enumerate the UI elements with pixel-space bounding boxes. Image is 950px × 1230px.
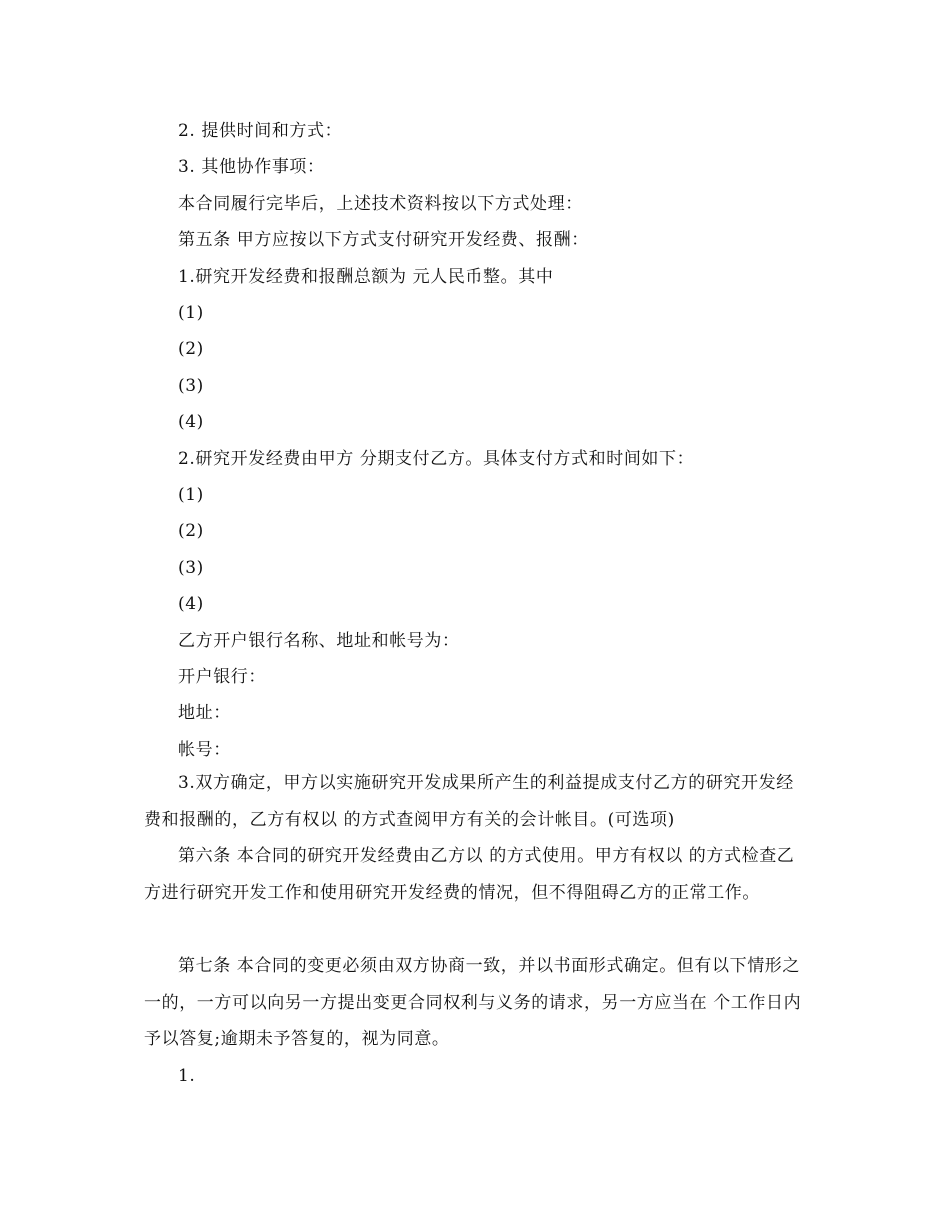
list-item: (3) — [178, 558, 204, 578]
paragraph: 1. — [178, 1066, 196, 1086]
text-line: 1.研究开发经费和报酬总额为 元人民币整。其中 — [178, 267, 554, 287]
list-item: (1) — [178, 303, 204, 323]
list-item: (4) — [178, 412, 204, 432]
list-item: (2) — [178, 339, 204, 359]
list-item: (4) — [178, 594, 204, 614]
paragraph: 第七条 本合同的变更必须由双方协商一致，并以书面形式确定。但有以下情形之一的，一方可以向另一方提出变更合同权利与义务的请求，另一方应当在 个工作日内予以答复;逾期未予答复的，视为同意。 — [144, 956, 802, 1049]
text-line: 2.研究开发经费由甲方 分期支付乙方。具体支付方式和时间如下： — [178, 449, 695, 469]
paragraph: 3.双方确定，甲方以实施研究开发成果所产生的利益提成支付乙方的研究开发经费和报酬的，乙方有权以 的方式查阅甲方有关的会计帐目。(可选项) — [144, 773, 794, 830]
text-line: 开户银行： — [178, 667, 266, 687]
list-item: (2) — [178, 521, 204, 541]
section-heading: 第五条 甲方应按以下方式支付研究开发经费、报酬： — [178, 230, 589, 250]
paragraph: 第六条 本合同的研究开发经费由乙方以 的方式使用。甲方有权以 的方式检查乙方进行研究开发工作和使用研究开发经费的情况，但不得阻碍乙方的正常工作。 — [144, 846, 795, 903]
list-item: (3) — [178, 376, 204, 396]
text-line: 帐号： — [178, 740, 231, 760]
text-line: 乙方开户银行名称、地址和帐号为： — [178, 631, 460, 651]
text-line: 3. 其他协作事项： — [178, 157, 325, 177]
text-line: 地址： — [178, 703, 231, 723]
text-line: 2. 提供时间和方式： — [178, 121, 343, 141]
text-line: 本合同履行完毕后，上述技术资料按以下方式处理： — [178, 194, 583, 214]
list-item: (1) — [178, 485, 204, 505]
